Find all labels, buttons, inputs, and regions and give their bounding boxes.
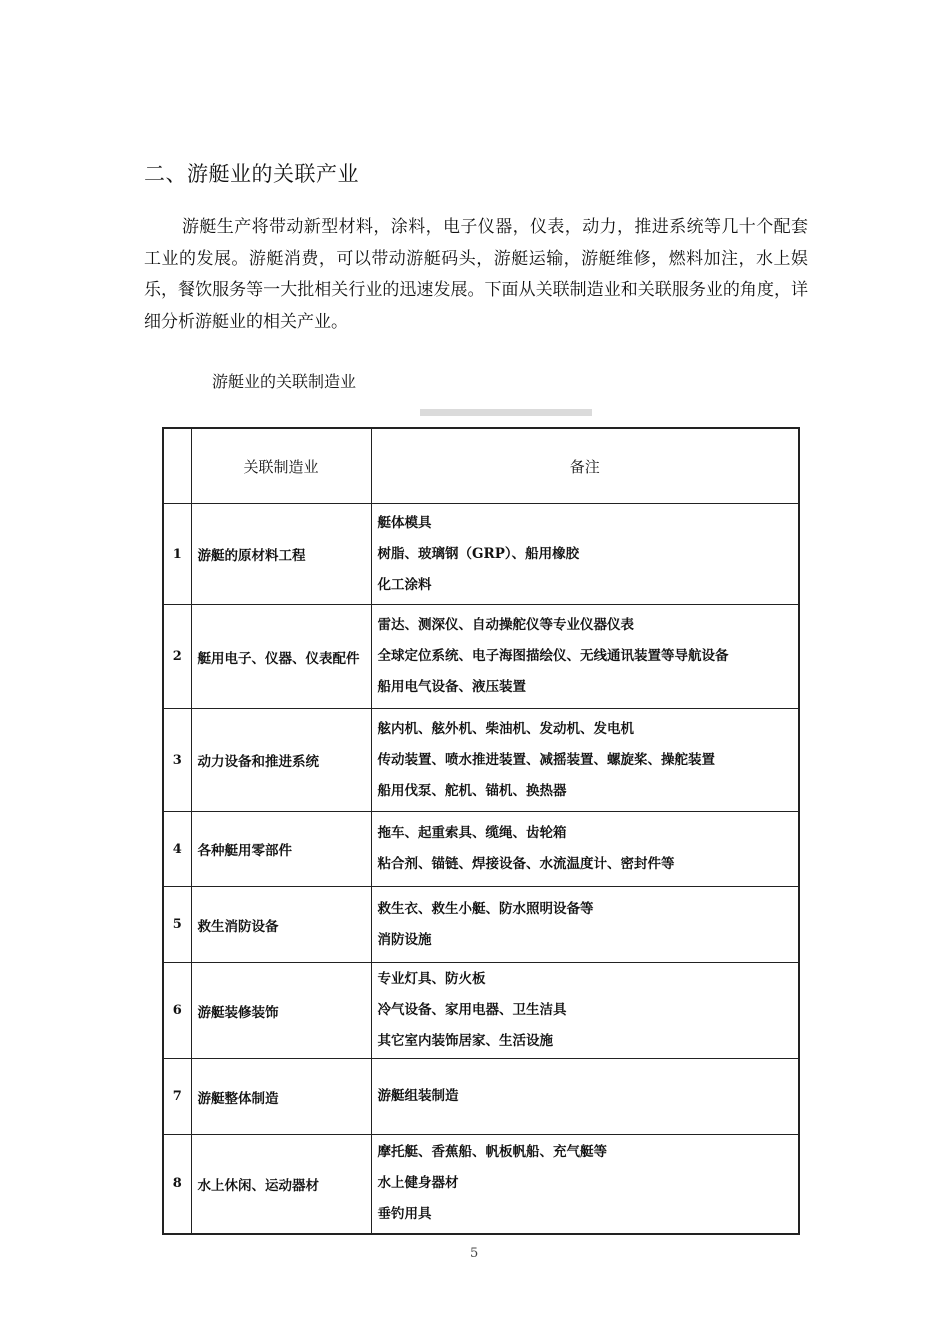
table-row [163,605,799,709]
table-caption: 游艇业的关联制造业 [212,372,357,391]
industry-name: 游艇整体制造 [191,1059,371,1135]
note-line: 艇体模具 [377,514,432,531]
header-index [163,428,191,504]
section-heading: 二、游艇业的关联产业 [144,162,359,186]
note-line: 其它室内装饰居家、生活设施 [377,1033,553,1049]
note-line: 垂钓用具 [377,1206,432,1223]
note-line: 化工涂料 [377,576,432,593]
row-number: 8 [163,1135,191,1234]
note-line: 消防设施 [377,931,432,948]
notes-cell [371,504,799,605]
table-row [163,1059,799,1135]
row-number: 5 [163,887,191,963]
manufacturing-table [162,427,800,1235]
table-row [163,1135,799,1234]
table-row [163,963,799,1059]
notes-cell [371,1059,799,1135]
note-line: 舷内机、舷外机、柴油机、发动机、发电机 [377,720,634,737]
note-line: 粘合剂、锚链、焊接设备、水流温度计、密封件等 [377,856,675,872]
notes-cell [371,887,799,963]
note-line: 传动装置、喷水推进装置、减摇装置、螺旋桨、操舵装置 [377,751,715,768]
note-line: 雷达、测深仪、自动操舵仪等专业仪器仪表 [377,617,634,633]
notes-cell [371,1135,799,1234]
industry-name: 游艇的原材料工程 [191,504,371,605]
notes-cell [371,963,799,1059]
page-number: 5 [470,1246,479,1261]
industry-name: 游艇装修装饰 [191,963,371,1059]
table-row [163,812,799,887]
row-number: 2 [163,605,191,709]
row-number: 7 [163,1059,191,1135]
note-line: 树脂、玻璃钢（GRP）、船用橡胶 [377,545,580,562]
row-number: 6 [163,963,191,1059]
note-line: 游艇组装制造 [377,1088,459,1104]
industry-name: 救生消防设备 [191,887,371,963]
header-notes: 备注 [371,428,799,504]
note-line: 船用电气设备、液压装置 [377,679,526,695]
industry-name: 动力设备和推进系统 [191,709,371,812]
note-line: 拖车、起重索具、缆绳、齿轮箱 [377,825,567,841]
row-number: 4 [163,812,191,887]
note-line: 专业灯具、防火板 [377,971,486,987]
note-line: 救生衣、救生小艇、防水照明设备等 [377,900,594,917]
note-line: 冷气设备、家用电器、卫生洁具 [377,1002,567,1018]
table-body [163,504,799,1234]
note-line: 全球定位系统、电子海图描绘仪、无线通讯装置等导航设备 [377,648,729,664]
table-row [163,887,799,963]
industry-name: 各种艇用零部件 [191,812,371,887]
table-header-row [163,428,799,504]
notes-cell [371,709,799,812]
scan-artifact [420,409,592,416]
notes-cell [371,812,799,887]
row-number: 1 [163,504,191,605]
table-row [163,709,799,812]
row-number: 3 [163,709,191,812]
notes-cell [371,605,799,709]
intro-paragraph: 游艇生产将带动新型材料，涂料，电子仪器，仪表，动力，推进系统等几十个配套工业的发展。游艇消费，可以带动游艇码头，游艇运输，游艇维修，燃料加注，水上娱乐，餐饮服务等一大批相关行业的迅速发展。下面从关联制造业和关联服务业的角度，详细分析游艇业的相关产业。 [144,217,808,332]
note-line: 摩托艇、香蕉船、帆板帆船、充气艇等 [377,1144,607,1161]
note-line: 船用伐泵、舵机、锚机、换热器 [377,782,567,799]
table-row [163,504,799,605]
header-industry: 关联制造业 [191,428,371,504]
industry-name: 艇用电子、仪器、仪表配件 [191,605,371,709]
note-line: 水上健身器材 [377,1175,459,1192]
industry-name: 水上休闲、运动器材 [191,1135,371,1234]
